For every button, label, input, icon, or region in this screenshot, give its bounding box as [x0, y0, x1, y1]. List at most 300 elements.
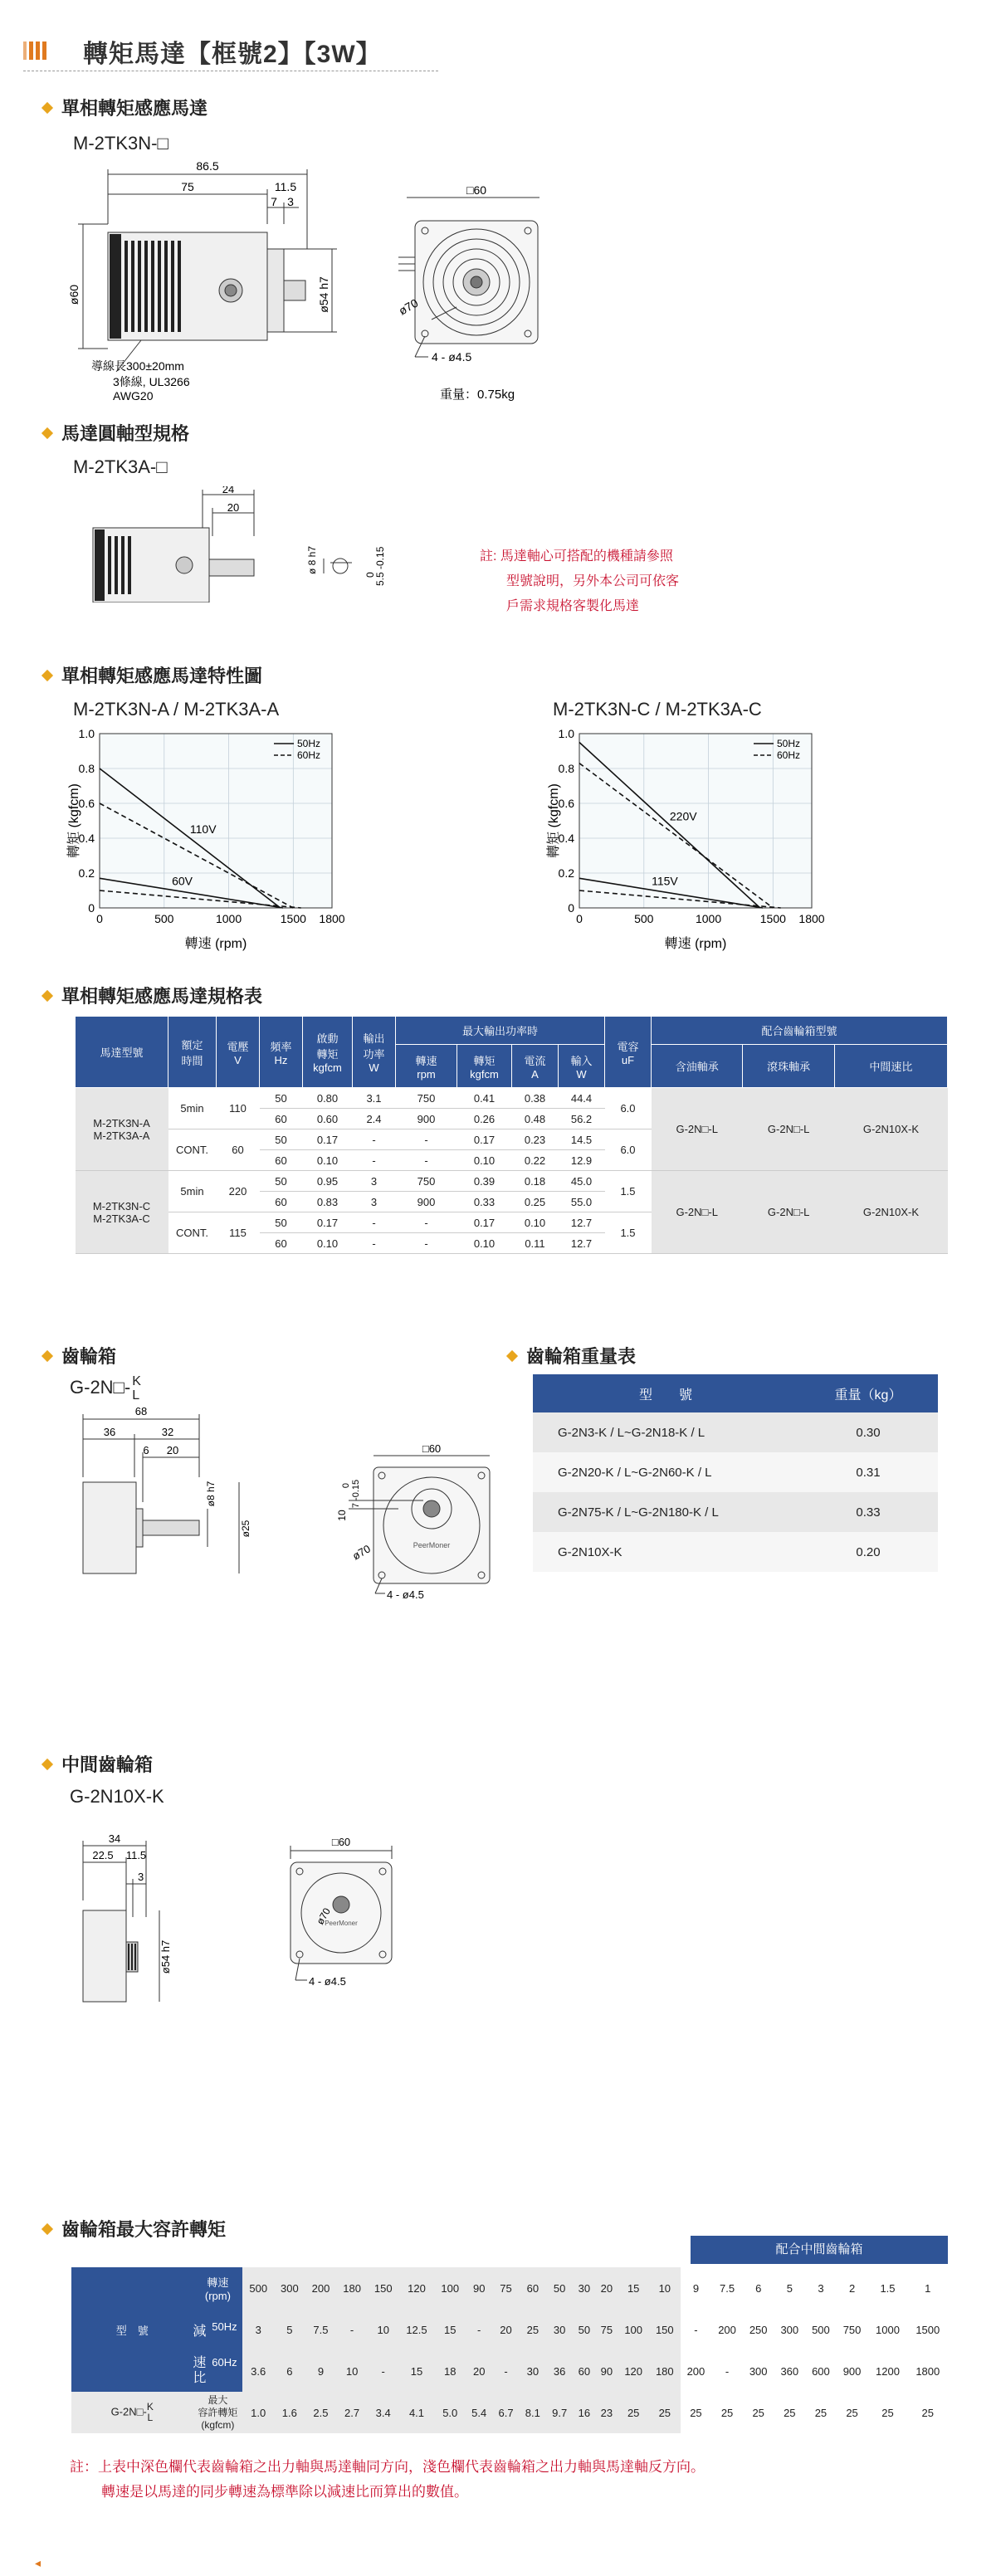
- dim-label: 34: [108, 1834, 121, 1845]
- table-cell: 100: [618, 2309, 649, 2350]
- table-cell: 2.4: [353, 1109, 396, 1129]
- th-speed: 轉速 (rpm): [193, 2267, 242, 2309]
- table-cell: 200: [711, 2309, 743, 2350]
- table-cell: 180: [336, 2267, 368, 2309]
- table-cell: CONT.: [168, 1212, 217, 1254]
- section-heading: 單相轉矩感應馬達規格表: [43, 983, 262, 1008]
- table-cell: 25: [837, 2392, 868, 2433]
- table-cell: 1000: [867, 2309, 907, 2350]
- dim-label: 11.5: [125, 1849, 147, 1861]
- table-cell: 25: [805, 2392, 837, 2433]
- table-row: [76, 1171, 948, 1192]
- y-tick-label: 0: [568, 901, 574, 915]
- table-cell: 0.95: [303, 1171, 353, 1192]
- dim-label: 22.5: [92, 1849, 114, 1861]
- table-cell: 1500: [908, 2309, 948, 2350]
- table-cell: 10: [336, 2350, 368, 2392]
- table-cell: 25: [681, 2392, 712, 2433]
- table-cell: 25: [867, 2392, 907, 2433]
- table-cell: 3: [353, 1171, 396, 1192]
- table-cell: 10: [649, 2267, 681, 2309]
- dim-label: 10: [336, 1510, 348, 1521]
- table-cell: 90: [466, 2267, 492, 2309]
- th-max: 最大輸出功率時: [396, 1017, 605, 1045]
- x-tick-label: 1800: [798, 912, 825, 925]
- table-cell: 900: [396, 1192, 457, 1212]
- th-wt-model: 型 號: [533, 1374, 798, 1412]
- table-cell: 12.7: [559, 1212, 605, 1233]
- th-g2: 滾珠軸承: [743, 1045, 834, 1088]
- table-cell: 0.38: [512, 1088, 559, 1109]
- x-tick-label: 1000: [215, 912, 242, 925]
- table-cell: 200: [681, 2350, 712, 2392]
- table-cell: G-2N10X-K: [834, 1088, 947, 1171]
- table-cell: 5min: [168, 1171, 217, 1212]
- table-cell: -: [368, 2350, 399, 2392]
- torque-chart-2: [546, 722, 878, 971]
- dim-label: 32: [161, 1426, 174, 1438]
- y-axis-label: 轉矩 (kgfcm): [67, 783, 81, 858]
- footer-note: 註：上表中深色欄代表齒輪箱之出力軸與馬達軸同方向，淺色欄代表齒輪箱之出力軸與馬達軸反方向。 轉速是以馬達的同步轉速為標準除以減速比而算出的數值。: [70, 2459, 705, 2500]
- diamond-bullet-icon: [42, 427, 53, 438]
- table-cell: 9.7: [546, 2392, 573, 2433]
- table-cell: 0.80: [303, 1088, 353, 1109]
- table-cell: 55.0: [559, 1192, 605, 1212]
- table-cell: 1.0: [242, 2392, 274, 2433]
- table-cell: 60: [520, 2267, 546, 2309]
- legend-label: 50Hz: [297, 738, 321, 749]
- weight-value: 0.20: [798, 1532, 938, 1572]
- x-tick-label: 0: [96, 912, 103, 925]
- table-cell: G-2N10X-K: [834, 1171, 947, 1254]
- table-cell: 20: [466, 2350, 492, 2392]
- table-cell: -: [353, 1212, 396, 1233]
- table-cell: 20: [492, 2309, 519, 2350]
- table-cell: G-2N□-L: [652, 1088, 743, 1171]
- table-cell: 50: [260, 1171, 303, 1192]
- dim-label: ø70: [350, 1542, 373, 1563]
- th-rated: 額定 時間: [168, 1017, 217, 1088]
- y-tick-label: 0.2: [558, 866, 574, 880]
- th-current: 電流 A: [512, 1045, 559, 1088]
- gearbox-model: G-2N□- K L: [70, 1374, 141, 1403]
- gearbox-drawing: [66, 1403, 531, 1627]
- diamond-bullet-icon: [42, 669, 53, 681]
- table-cell: 25: [618, 2392, 649, 2433]
- table-cell: 25: [774, 2392, 806, 2433]
- table-cell: 750: [396, 1171, 457, 1192]
- dim-label: ø 8 h7: [306, 545, 318, 574]
- dim-label: 68: [134, 1405, 148, 1417]
- dim-label: 20: [227, 501, 240, 514]
- shaft-drawing: [66, 486, 415, 603]
- brand-logo: PeerMoner: [325, 1920, 358, 1927]
- table-cell: -: [711, 2350, 743, 2392]
- table-cell: 0.11: [512, 1233, 559, 1254]
- table-cell: 110: [217, 1088, 260, 1129]
- section-heading: 齒輪箱最大容許轉矩: [43, 2216, 226, 2242]
- table-cell: 75: [595, 2309, 618, 2350]
- dim-label: ø70: [314, 1905, 333, 1927]
- table-cell: 60: [260, 1233, 303, 1254]
- table-cell: 6: [743, 2267, 774, 2309]
- table-cell: 6.7: [492, 2392, 519, 2433]
- table-row: [76, 1088, 948, 1109]
- torque-chart-1: [66, 722, 398, 971]
- section-heading: 馬達圓軸型規格: [43, 420, 189, 446]
- dim-label: 20: [166, 1444, 179, 1456]
- th-volt: 電壓 V: [217, 1017, 260, 1088]
- x-axis-label: 轉速 (rpm): [664, 937, 727, 951]
- table-cell: -: [396, 1129, 457, 1150]
- table-cell: 120: [618, 2350, 649, 2392]
- table-cell: 0.10: [303, 1150, 353, 1171]
- table-cell: 0.22: [512, 1150, 559, 1171]
- page-header: [23, 28, 438, 71]
- table-cell: 2.5: [305, 2392, 337, 2433]
- dim-label: 3: [138, 1871, 144, 1883]
- torque-model: G-2N□- K L: [71, 2392, 193, 2433]
- th-out: 輸出 功率 W: [353, 1017, 396, 1088]
- table-cell: 0.39: [457, 1171, 512, 1192]
- table-cell: 0.23: [512, 1129, 559, 1150]
- table-cell: -: [353, 1233, 396, 1254]
- table-cell: 750: [396, 1088, 457, 1109]
- diamond-bullet-icon: [42, 1349, 53, 1361]
- table-cell: 0.17: [303, 1129, 353, 1150]
- weight-model: G-2N20-K / L~G-2N60-K / L: [533, 1452, 798, 1492]
- table-cell: 1200: [867, 2350, 907, 2392]
- dim-label: 24: [222, 486, 235, 495]
- legend-label: 50Hz: [777, 738, 801, 749]
- th-speed: 轉速 rpm: [396, 1045, 457, 1088]
- table-cell: 0.17: [457, 1129, 512, 1150]
- y-tick-label: 0.4: [558, 832, 574, 845]
- y-tick-label: 0.6: [558, 797, 574, 810]
- table-cell: 60: [573, 2350, 595, 2392]
- page-title: 轉矩馬達【框號2】【3W】: [83, 41, 382, 68]
- diamond-bullet-icon: [42, 101, 53, 113]
- y-tick-label: 0.8: [78, 762, 95, 775]
- table-cell: 250: [743, 2309, 774, 2350]
- table-cell: 10: [368, 2309, 399, 2350]
- mid-gearbox-header: 配合中間齒輪箱: [691, 2236, 948, 2264]
- dim-label: ø54 h7: [317, 276, 330, 313]
- weight-model: G-2N75-K / L~G-2N180-K / L: [533, 1492, 798, 1532]
- lead-length: 導線長300±20mm: [91, 359, 184, 373]
- y-tick-label: 1.0: [558, 727, 574, 740]
- table-cell: 1: [908, 2267, 948, 2309]
- table-cell: 300: [774, 2309, 806, 2350]
- table-cell: -: [396, 1150, 457, 1171]
- y-tick-label: 0.2: [78, 866, 95, 880]
- table-cell: 25: [711, 2392, 743, 2433]
- table-cell: 50: [546, 2267, 573, 2309]
- table-cell: 6.0: [605, 1088, 652, 1129]
- weight-table: [533, 1374, 938, 1572]
- table-cell: 25: [649, 2392, 681, 2433]
- table-cell: 30: [573, 2267, 595, 2309]
- table-cell: 8.1: [520, 2392, 546, 2433]
- dim-label: □60: [331, 1836, 351, 1848]
- x-tick-label: 1800: [319, 912, 345, 925]
- max-torque-label: 最大 容許轉矩 (kgfcm): [193, 2392, 242, 2433]
- table-cell: 90: [595, 2350, 618, 2392]
- table-cell: 5.0: [434, 2392, 466, 2433]
- table-cell: 15: [618, 2267, 649, 2309]
- x-tick-label: 500: [634, 912, 654, 925]
- table-cell: 200: [305, 2267, 337, 2309]
- table-cell: 30: [520, 2350, 546, 2392]
- table-cell: -: [353, 1129, 396, 1150]
- table-cell: 0.48: [512, 1109, 559, 1129]
- dim-label: 36: [103, 1426, 116, 1438]
- table-cell: 900: [837, 2350, 868, 2392]
- table-cell: 7.5: [711, 2267, 743, 2309]
- table-row: [71, 2350, 948, 2392]
- table-cell: 2.7: [336, 2392, 368, 2433]
- diamond-bullet-icon: [42, 2222, 53, 2234]
- dim-label: ø60: [67, 284, 81, 305]
- dim-label: 7 -0.15: [351, 1479, 361, 1509]
- table-row: [533, 1532, 938, 1572]
- legend-label: 60Hz: [777, 749, 801, 761]
- table-cell: 15: [434, 2309, 466, 2350]
- table-cell: 1.5: [605, 1171, 652, 1212]
- dim-label: 75: [181, 180, 194, 193]
- voltage-annotation: 220V: [669, 809, 697, 823]
- table-cell: 3: [242, 2309, 274, 2350]
- dim-label: ø8 h7: [205, 1481, 217, 1507]
- x-tick-label: 1000: [695, 912, 722, 925]
- page-arrow-icon[interactable]: ◂: [35, 2556, 42, 2569]
- section-heading: 單相轉矩感應馬達特性圖: [43, 662, 262, 688]
- table-cell: 15: [399, 2350, 435, 2392]
- table-cell: 60: [217, 1129, 260, 1171]
- diamond-bullet-icon: [506, 1349, 518, 1361]
- dim-label: 7: [271, 195, 277, 208]
- table-cell: G-2N□-L: [652, 1171, 743, 1254]
- table-cell: 220: [217, 1171, 260, 1212]
- table-cell: 1.5: [867, 2267, 907, 2309]
- table-cell: 4.1: [399, 2392, 435, 2433]
- dim-label: □60: [422, 1442, 442, 1455]
- model-cell: M-2TK3N-A M-2TK3A-A: [76, 1088, 168, 1171]
- table-cell: 0.60: [303, 1109, 353, 1129]
- table-cell: 300: [743, 2350, 774, 2392]
- table-cell: 20: [595, 2267, 618, 2309]
- table-cell: -: [492, 2350, 519, 2392]
- voltage-annotation: 110V: [189, 822, 217, 836]
- lead-spec: 3條線, UL3266: [113, 375, 190, 388]
- voltage-annotation: 60V: [172, 874, 193, 888]
- table-cell: 23: [595, 2392, 618, 2433]
- table-cell: 115: [217, 1212, 260, 1254]
- table-cell: 25: [520, 2309, 546, 2350]
- table-cell: 0.10: [303, 1233, 353, 1254]
- table-cell: 56.2: [559, 1109, 605, 1129]
- chart-title-1: M-2TK3N-A / M-2TK3A-A: [73, 699, 280, 720]
- table-cell: 50: [260, 1129, 303, 1150]
- table-cell: 300: [274, 2267, 305, 2309]
- table-cell: 5: [774, 2267, 806, 2309]
- table-cell: 900: [396, 1109, 457, 1129]
- table-cell: 50: [260, 1088, 303, 1109]
- table-cell: CONT.: [168, 1129, 217, 1171]
- torque-table: [71, 2267, 948, 2433]
- table-cell: 16: [573, 2392, 595, 2433]
- table-cell: 6.0: [605, 1129, 652, 1171]
- th-wt-weight: 重量（kg）: [798, 1374, 938, 1412]
- table-cell: G-2N□-L: [743, 1171, 834, 1254]
- table-cell: 150: [368, 2267, 399, 2309]
- x-tick-label: 0: [576, 912, 583, 925]
- th-g1: 含油軸承: [652, 1045, 743, 1088]
- dim-label: 0: [364, 572, 376, 578]
- th-freq: 頻率 Hz: [260, 1017, 303, 1088]
- table-cell: 180: [649, 2350, 681, 2392]
- table-cell: 3: [805, 2267, 837, 2309]
- table-cell: 5min: [168, 1088, 217, 1129]
- th-start: 啟動 轉矩 kgfcm: [303, 1017, 353, 1088]
- section-heading: 中間齒輪箱: [43, 1751, 153, 1777]
- table-row: [533, 1452, 938, 1492]
- table-cell: 75: [492, 2267, 519, 2309]
- table-cell: -: [681, 2309, 712, 2350]
- title-bars-icon: [23, 41, 46, 60]
- table-cell: G-2N□-L: [743, 1088, 834, 1171]
- table-cell: -: [396, 1212, 457, 1233]
- x-tick-label: 1500: [759, 912, 786, 925]
- y-tick-label: 0.8: [558, 762, 574, 775]
- table-cell: 12.9: [559, 1150, 605, 1171]
- shaft-note: 註: 馬達軸心可搭配的機種請參照 型號說明，另外本公司可依客 戶需求規格客製化馬達: [480, 549, 680, 613]
- table-cell: 6: [274, 2350, 305, 2392]
- table-cell: 18: [434, 2350, 466, 2392]
- dim-label: ø54 h7: [159, 1939, 172, 1974]
- table-cell: 60: [260, 1192, 303, 1212]
- table-cell: 50: [573, 2309, 595, 2350]
- table-cell: 500: [242, 2267, 274, 2309]
- table-cell: 25: [908, 2392, 948, 2433]
- table-cell: 50: [260, 1212, 303, 1233]
- dim-label: 4 - ø4.5: [432, 350, 472, 363]
- table-row: [71, 2267, 948, 2309]
- table-cell: 12.5: [399, 2309, 435, 2350]
- diamond-bullet-icon: [42, 989, 53, 1001]
- section-heading: 單相轉矩感應馬達: [43, 95, 208, 120]
- dim-label: 4 - ø4.5: [309, 1975, 346, 1988]
- table-cell: -: [466, 2309, 492, 2350]
- x-tick-label: 1500: [280, 912, 306, 925]
- table-cell: 45.0: [559, 1171, 605, 1192]
- th-hz50: 減 50Hz: [193, 2309, 242, 2350]
- dim-label: 11.5: [274, 180, 297, 193]
- motor-weight: 重量：0.75kg: [440, 388, 515, 402]
- table-cell: 360: [774, 2350, 806, 2392]
- table-cell: 3.6: [242, 2350, 274, 2392]
- model-name: G-2N10X-K: [70, 1786, 164, 1807]
- table-cell: 3.1: [353, 1088, 396, 1109]
- table-cell: 1.6: [274, 2392, 305, 2433]
- chart-title-2: M-2TK3N-C / M-2TK3A-C: [553, 699, 762, 720]
- dim-label: 4 - ø4.5: [387, 1588, 424, 1601]
- table-cell: 5.4: [466, 2392, 492, 2433]
- dim-label: 0: [341, 1482, 351, 1489]
- table-cell: 600: [805, 2350, 837, 2392]
- table-cell: 3.4: [368, 2392, 399, 2433]
- table-cell: 0.18: [512, 1171, 559, 1192]
- model-name: M-2TK3N-□: [73, 133, 168, 154]
- table-cell: 0.41: [457, 1088, 512, 1109]
- table-cell: 0.10: [457, 1233, 512, 1254]
- legend-label: 60Hz: [297, 749, 321, 761]
- dim-label: 3: [287, 195, 294, 208]
- dim-label: 6: [143, 1444, 149, 1456]
- table-cell: 0.33: [457, 1192, 512, 1212]
- weight-value: 0.31: [798, 1452, 938, 1492]
- table-row: [71, 2392, 948, 2433]
- table-row: [71, 2309, 948, 2350]
- x-axis-label: 轉速 (rpm): [184, 937, 247, 951]
- spec-table: [75, 1016, 948, 1254]
- th-cap: 電容 uF: [605, 1017, 652, 1088]
- table-cell: 0.17: [303, 1212, 353, 1233]
- table-cell: 30: [546, 2309, 573, 2350]
- section-heading: 齒輪箱重量表: [508, 1343, 636, 1368]
- th-model: 馬達型號: [76, 1017, 168, 1088]
- table-cell: 7.5: [305, 2309, 337, 2350]
- brand-logo: PeerMoner: [413, 1541, 451, 1549]
- table-cell: 14.5: [559, 1129, 605, 1150]
- table-cell: 1800: [908, 2350, 948, 2392]
- table-cell: 12.7: [559, 1233, 605, 1254]
- table-cell: 0.26: [457, 1109, 512, 1129]
- y-tick-label: 0: [88, 901, 95, 915]
- y-tick-label: 1.0: [78, 727, 95, 740]
- motor-drawing-1: [66, 158, 581, 407]
- dim-label: 86.5: [196, 159, 219, 173]
- table-cell: -: [396, 1233, 457, 1254]
- y-axis-label: 轉矩 (kgfcm): [547, 783, 561, 858]
- mid-gearbox-drawing: [66, 1834, 432, 2042]
- dim-label: ø70: [396, 295, 421, 318]
- table-cell: -: [353, 1150, 396, 1171]
- th-torque: 轉矩 kgfcm: [457, 1045, 512, 1088]
- table-cell: 150: [649, 2309, 681, 2350]
- dim-label: □60: [466, 183, 487, 197]
- model-name: M-2TK3A-□: [73, 456, 168, 477]
- th-input: 輸入 W: [559, 1045, 605, 1088]
- th-hz60: 速 比 60Hz: [193, 2350, 242, 2392]
- table-cell: 9: [305, 2350, 337, 2392]
- y-tick-label: 0.4: [78, 832, 95, 845]
- table-cell: 750: [837, 2309, 868, 2350]
- lead-gauge: AWG20: [113, 389, 154, 402]
- table-cell: 5: [274, 2309, 305, 2350]
- table-cell: 44.4: [559, 1088, 605, 1109]
- weight-model: G-2N10X-K: [533, 1532, 798, 1572]
- table-cell: 120: [399, 2267, 435, 2309]
- section-heading: 齒輪箱: [43, 1343, 116, 1368]
- table-cell: 9: [681, 2267, 712, 2309]
- table-cell: 1.5: [605, 1212, 652, 1254]
- weight-model: G-2N3-K / L~G-2N18-K / L: [533, 1412, 798, 1452]
- dim-label: 5.5 -0.15: [374, 546, 386, 586]
- voltage-annotation: 115V: [652, 874, 678, 888]
- x-tick-label: 500: [154, 912, 174, 925]
- table-cell: 36: [546, 2350, 573, 2392]
